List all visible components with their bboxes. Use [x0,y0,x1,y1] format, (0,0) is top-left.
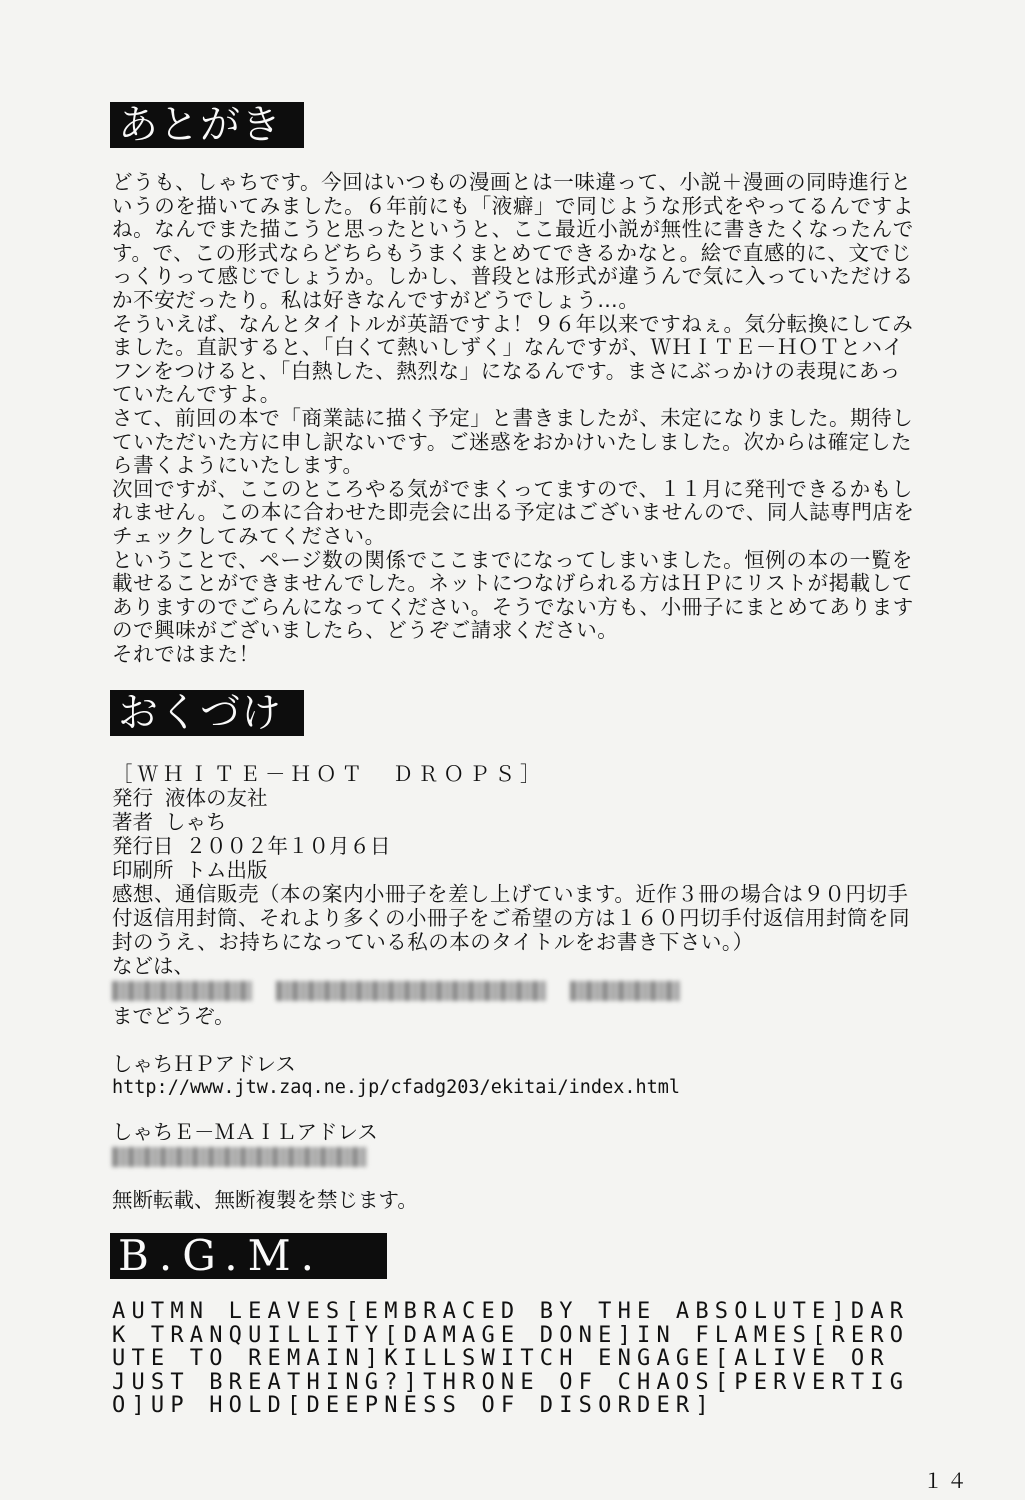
redacted-email [112,1144,922,1170]
author-row [112,810,922,834]
afterword-paragraph: そういえば、なんとタイトルが英語ですよ！９６年以来ですねぇ。気分転換にしてみました。直訳すると、「白くて熱いしずく」なんですが、ＷＨＩＴＥ－ＨＯＴとハイフンをつけると、「白熱した、熱烈な」になるんです。まさにぶっかけの表現にあっていたんですよ。 [112,311,914,407]
afterword-paragraph: さて、前回の本で「商業誌に描く予定」と書きましたが、未定になりました。期待していただいた方に申し訳ないです。ご迷惑をおかけいたしました。次からは確定したら書くようにいたします。 [112,405,914,478]
page-number: １４ [923,1469,971,1493]
mail-order-text: 感想、通信販売（本の案内小冊子を差し上げています。近作３冊の場合は９０円切手付返信用封筒、それより多くの小冊子をご希望の方は１６０円切手付返信用封筒を同封のうえ、お持ちになっている私の本のタイトルをお書き下さい。） [112,882,910,954]
printer-label: 印刷所 [112,858,174,882]
date-label: 発行日 [112,834,174,858]
printer-row [112,858,922,882]
date-value: ２００２年１０月６日 [185,834,391,858]
printer-value: トム出版 [185,858,268,882]
hp-label: しゃちＨＰアドレス [112,1052,296,1076]
publisher-label: 発行 [112,786,153,810]
hp-url: http://www.jtw.zaq.ne.jp/cfadg203/ekitai/index.html [112,1077,681,1098]
email-label: しゃちＥ－ＭＡＩＬアドレス [112,1120,378,1144]
colophon-heading: おくづけ [110,690,304,736]
bgm-heading: B.G.M. [110,1233,387,1279]
afterword-heading: あとがき [110,102,304,148]
address-outro: までどうぞ。 [112,1004,235,1028]
afterword-text [112,171,917,666]
author-value: しゃち [165,810,227,834]
address-intro: などは、 [112,954,194,978]
date-row [112,834,922,858]
bgm-list: AUTMN LEAVES[EMBRACED BY THE ABSOLUTE]DARK TRANQUILLITY[DAMAGE DONE]IN FLAMES[REROUTE TO REMAIN]KILLSWITCH ENGAGE[ALIVE OR JUST BREATHING?]THRONE OF CHAOS[PERVERTIGO]UP HOLD[DEEPNESS OF DISORDER] [112,1299,910,1418]
publisher-row [112,786,922,810]
colophon-block [112,762,922,1212]
afterword-paragraph: それではまた！ [112,641,260,666]
redacted-address [112,978,922,1004]
afterword-paragraph: 次回ですが、ここのところやる気がでまくってますので、１１月に発刊できるかもしれません。この本に合わせた即売会に出る予定はございませんので、同人誌専門店をチェックしてみてください。 [112,476,915,548]
publisher-value: 液体の友社 [165,786,268,810]
copyright-notice: 無断転載、無断複製を禁じます。 [112,1188,418,1212]
afterword-paragraph: ということで、ページ数の関係でここまでになってしまいました。恒例の本の一覧を載せることができませんでした。ネットにつなげられる方はＨＰにリストが掲載してありますのでごらんになってください。そうでない方も、小冊子にまとめてありますので興味がございましたら、どうぞご請求ください。 [112,547,914,643]
book-title: ［ＷＨＩＴＥ－ＨＯＴ ＤＲＯＰＳ］ [112,762,546,786]
author-label: 著者 [112,810,153,834]
afterword-paragraph: どうも、しゃちです。今回はいつもの漫画とは一味違って、小説＋漫画の同時進行というのを描いてみました。６年前にも「液癖」で同じような形式をやってるんですよね。なんでまた描こうと思ったというと、ここ最近小説が無性に書きたくなったんです。で、この形式ならどちらもうまくまとめてできるかなと。絵で直感的に、文でじっくりって感じでしょうか。しかし、普段とは形式が違うんで気に入っていただけるか不安だったり。私は好きなんですがどうでしょう…。 [112,170,914,312]
